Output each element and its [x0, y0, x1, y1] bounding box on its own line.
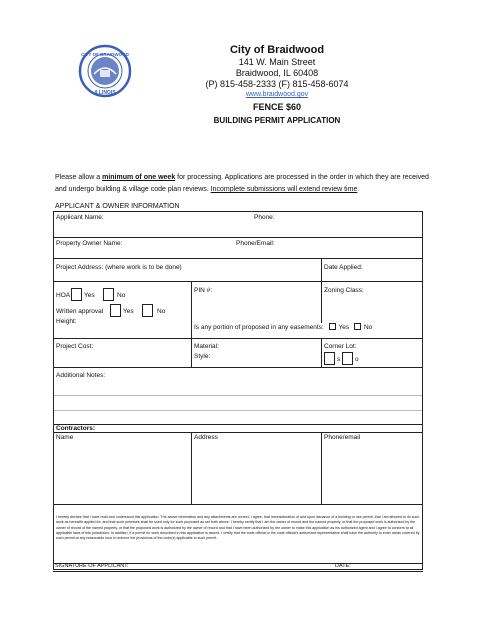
corner-lot-no-checkbox[interactable] [342, 352, 353, 365]
project-cost-label: Project Cost: [56, 343, 94, 350]
phone-email-label: Phone/Email: [236, 240, 275, 247]
written-approval-no-label: No [157, 308, 166, 315]
seal-bottom-text: ILLINOIS [94, 90, 116, 96]
contractors-heading: Contractors: [56, 425, 96, 432]
written-approval-yes-checkbox[interactable] [110, 304, 121, 317]
corner-lot-yes-label: s [337, 356, 341, 363]
signature-label: SIGNATURE OF APPLICANT: [55, 563, 129, 569]
website-link[interactable]: www.braidwood.gov [245, 91, 309, 98]
hoa-no-checkbox[interactable] [103, 288, 114, 301]
intro-warning: Incomplete submissions will extend review time [210, 186, 358, 193]
hoa-yes-label: Yes [84, 292, 95, 299]
seal-top-text: CITY OF BRAIDWOOD [81, 52, 129, 57]
phone-fax: (P) 815-458-2333 (F) 815-458-6074 [205, 79, 349, 89]
written-approval-label: Written approval [56, 308, 104, 315]
fee-line: FENCE $60 [252, 102, 302, 112]
certification-text: I hereby declare that I have read and understood this application. The above information and any attachments are correct. I agree, that inconsideration of and upon issuance of a building or use permit, that I am allowed to do such work as herewith applied for, and that such premises shall be used only for such purposed as set forth above. I hereby certify that I am the owner of record and the named property, or that the proposed work is authorized by the owner of record of the named property, or that the proposed work is authorized by the owner of record and that I have been authorized by the owner to make this application as his authorized agent and I agree to conform to all applicable laws of this jurisdiction. In addition, if a permit for work described in this application is issued, I certify that the code official or the code official's authorized representative shall have the authority to enter areas covered by such permit at any reasonable hour to enforce the provisions of the code(s) applicable to such permit. [56, 515, 420, 541]
zoning-class-label: Zoning Class: [324, 287, 364, 294]
city-seal [78, 44, 132, 100]
section-title: APPLICANT & OWNER INFORMATION [55, 203, 180, 210]
easement-no-checkbox[interactable] [354, 323, 361, 330]
application-form [53, 211, 423, 570]
corner-lot-no-label: o [355, 356, 359, 363]
signature-line[interactable] [53, 571, 423, 572]
intro-bold: minimum of one week [102, 174, 176, 181]
city-state-zip: Braidwood, IL 60408 [235, 68, 319, 78]
project-address-label: Project Address: (where work is to be done) [56, 264, 182, 271]
street-address: 141 W. Main Street [238, 57, 316, 67]
city-name: City of Braidwood [229, 44, 325, 56]
corner-lot-label: Corner Lot: [324, 343, 357, 350]
height-label: Height: [56, 318, 77, 325]
pin-label: PIN #: [194, 287, 213, 294]
date-label: DATE: [335, 563, 351, 569]
contractor-address-col: Address [194, 434, 218, 441]
material-label: Material: [194, 343, 219, 350]
contractor-name-col: Name [56, 434, 74, 441]
owner-name-label: Property Owner Name: [56, 240, 123, 247]
hoa-label: HOA [56, 292, 71, 299]
hoa-no-label: No [117, 292, 126, 299]
style-label: Style: [194, 353, 211, 360]
date-applied-label: Date Applied: [324, 264, 363, 271]
additional-notes-label: Additional Notes: [56, 372, 106, 379]
written-approval-no-checkbox[interactable] [142, 304, 153, 317]
easements-question: Is any portion of proposed in any easements: Yes No [194, 324, 373, 331]
easement-yes-checkbox[interactable] [329, 323, 336, 330]
phone-label: Phone: [254, 214, 275, 221]
written-approval-yes-label: Yes [123, 308, 134, 315]
form-title: BUILDING PERMIT APPLICATION [213, 116, 341, 125]
hoa-yes-checkbox[interactable] [71, 288, 82, 301]
intro-paragraph: Please allow a minimum of one week for processing. Applications are processed in the order in which they are received and undergo building & village code plan reviews. Incomplete submissions will extend review time. [55, 174, 429, 193]
corner-lot-yes-checkbox[interactable] [324, 352, 335, 365]
applicant-name-label: Applicant Name: [56, 214, 104, 221]
contractor-phone-col: Phone/email [324, 434, 361, 441]
